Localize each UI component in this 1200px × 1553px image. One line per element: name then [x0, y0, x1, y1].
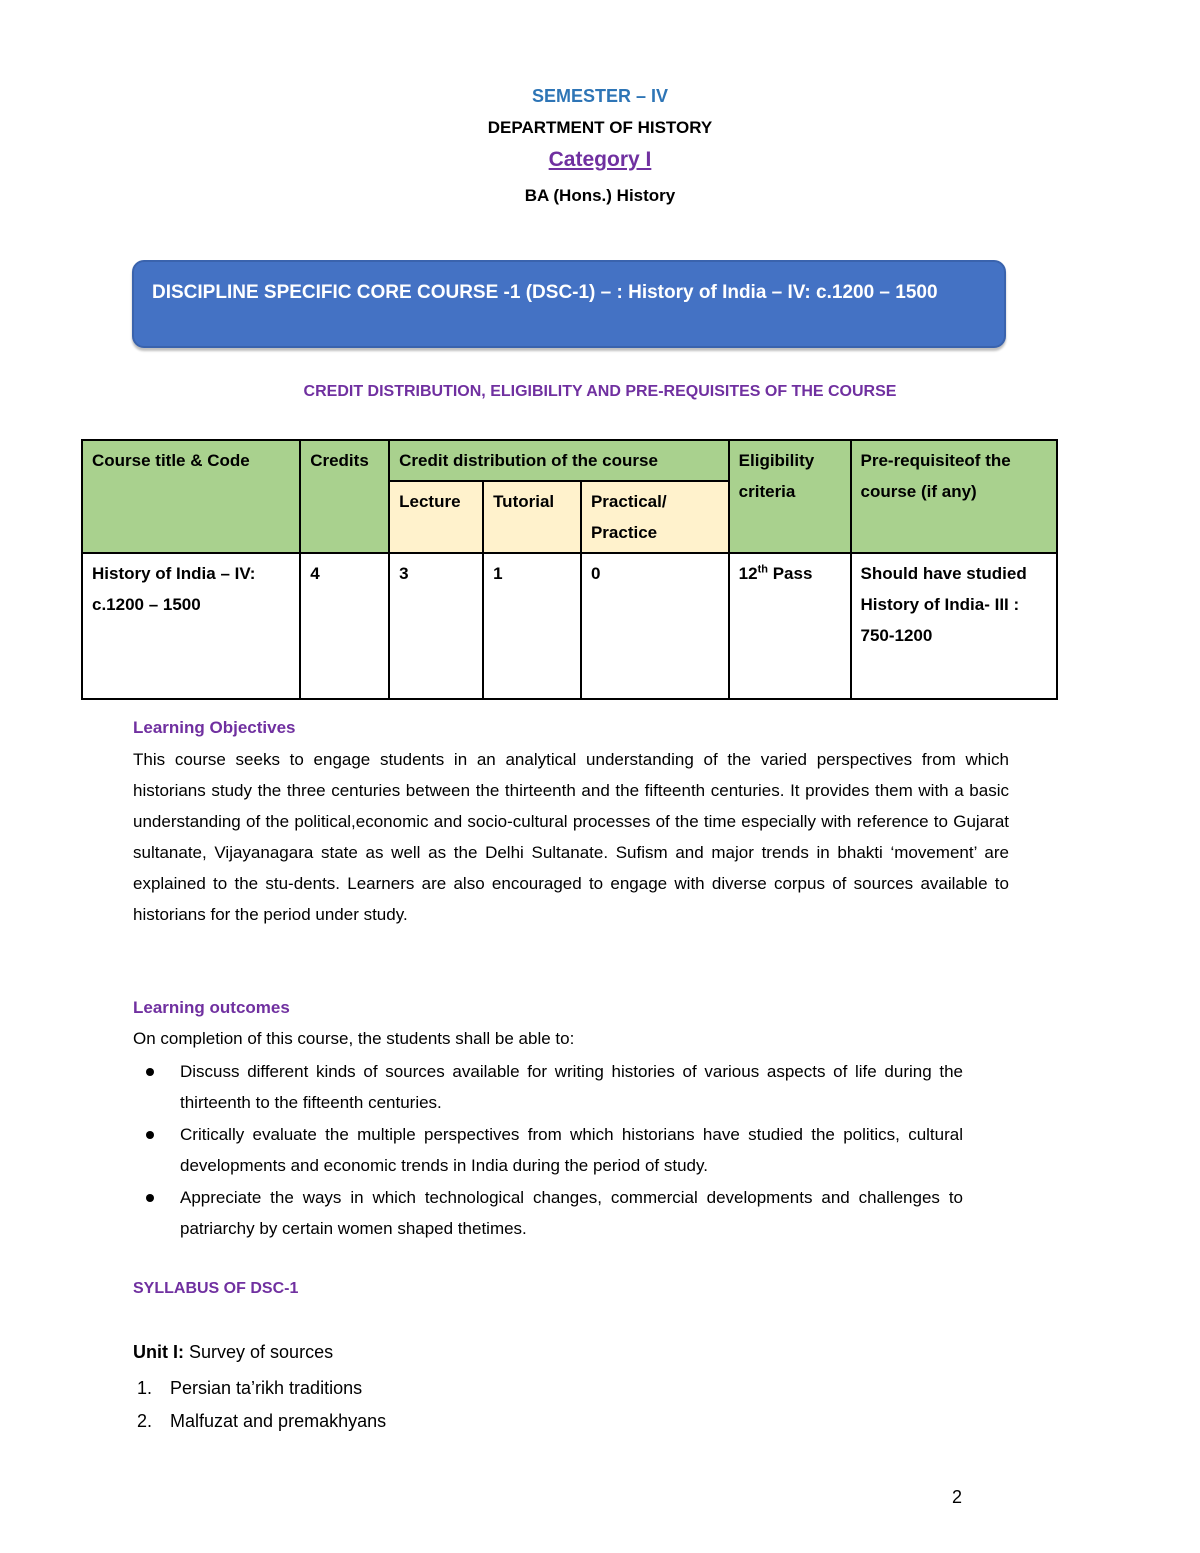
- unit-title: Survey of sources: [189, 1342, 334, 1362]
- cell-lecture: 3: [389, 553, 483, 699]
- credit-distribution-table: [81, 439, 1058, 700]
- header-credit-distribution: Credit distribution of the course: [389, 440, 729, 481]
- unit-heading: [133, 1342, 333, 1363]
- department-heading: DEPARTMENT OF HISTORY: [487, 118, 713, 137]
- item-number: 1.: [137, 1378, 153, 1398]
- syllabus-title: SYLLABUS OF DSC-1: [133, 1280, 299, 1297]
- cell-course-title: History of India – IV: c.1200 – 1500: [82, 553, 300, 699]
- item-text: Persian ta’rikh traditions: [170, 1378, 363, 1398]
- item-text: Malfuzat and premakhyans: [170, 1411, 387, 1431]
- header-course-title: Course title & Code: [82, 440, 300, 553]
- table-header-row: [82, 440, 1057, 481]
- cell-credits: 4: [300, 553, 389, 699]
- list-item: [133, 1405, 386, 1438]
- bullet-icon: [146, 1068, 154, 1076]
- outcome-text: Appreciate the ways in which technological changes, commercial developments and challenges to patriarchy by certain women shaped thetimes.: [180, 1188, 963, 1238]
- cell-tutorial: 1: [483, 553, 581, 699]
- learning-outcomes-title: Learning outcomes: [133, 998, 290, 1017]
- eligibility-number: 12: [738, 564, 758, 583]
- header-practical: Practical/ Practice: [581, 481, 729, 553]
- course-banner-title: DISCIPLINE SPECIFIC CORE COURSE -1 (DSC-1) – : History of India – IV: c.1200 – 1500: [152, 282, 938, 303]
- bullet-icon: [146, 1194, 154, 1202]
- category-heading: Category I: [548, 148, 652, 171]
- learning-objectives-title: Learning Objectives: [133, 718, 296, 737]
- outcome-text: Critically evaluate the multiple perspectives from which historians have studied the politics, cultural developments and economic trends in India during the period of study.: [180, 1125, 963, 1175]
- item-number: 2.: [137, 1411, 153, 1431]
- cell-eligibility: [729, 553, 851, 699]
- learning-outcomes-list: [133, 1056, 963, 1245]
- list-item: [133, 1056, 963, 1118]
- page-number: 2: [952, 1487, 963, 1507]
- learning-objectives-text: This course seeks to engage students in an analytical understanding of the varied perspectives from which historians study the three centuries between the thirteenth and the fifteenth centuries. It provides them with a basic understanding of the political,economic and socio-cultural processes of the time especially with reference to Gujarat sultanate, Vijayanagara state as well as the Delhi Sultanate. Sufism and major trends in bhakti ‘movement’ are explained to the stu-dents. Learners are also encouraged to engage with diverse corpus of sources available to historians for the period under study.: [133, 750, 1009, 924]
- list-item: [133, 1182, 963, 1244]
- header-eligibility: Eligibility criteria: [729, 440, 851, 553]
- cell-prerequisite: Should have studied History of India- III : 750-1200: [851, 553, 1058, 699]
- header-credits: Credits: [300, 440, 389, 553]
- outcome-text: Discuss different kinds of sources available for writing histories of various aspects of life during the thirteenth to the fifteenth centuries.: [180, 1062, 963, 1112]
- learning-outcomes-intro: On completion of this course, the students shall be able to:: [133, 1029, 575, 1048]
- cell-practical: 0: [581, 553, 729, 699]
- list-item: [133, 1119, 963, 1181]
- header-prerequisite: Pre-requisiteof the course (if any): [851, 440, 1058, 553]
- bullet-icon: [146, 1131, 154, 1139]
- program-heading: BA (Hons.) History: [524, 186, 676, 205]
- credit-distribution-heading: CREDIT DISTRIBUTION, ELIGIBILITY AND PRE-REQUISITES OF THE COURSE: [303, 383, 897, 400]
- unit-topics-list: [133, 1372, 386, 1438]
- eligibility-text: Pass: [772, 564, 813, 583]
- table-row: [82, 553, 1057, 699]
- header-tutorial: Tutorial: [483, 481, 581, 553]
- course-banner: [132, 260, 1006, 348]
- semester-heading: SEMESTER – IV: [531, 86, 669, 106]
- unit-label: Unit I:: [133, 1342, 184, 1362]
- list-item: [133, 1372, 386, 1405]
- header-lecture: Lecture: [389, 481, 483, 553]
- eligibility-superscript: th: [757, 563, 768, 576]
